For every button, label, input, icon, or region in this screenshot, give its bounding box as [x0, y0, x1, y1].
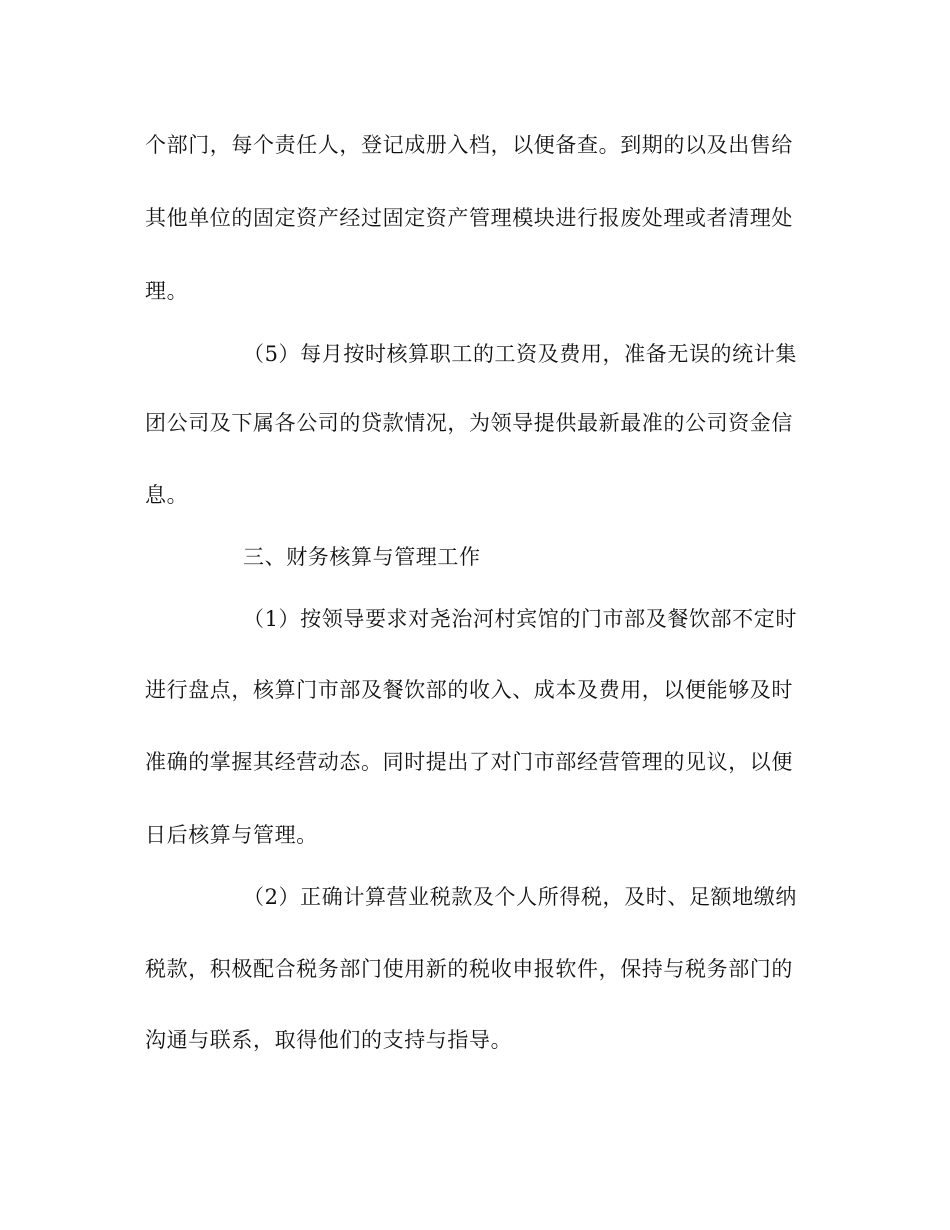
- paragraph-line: 个部门，每个责任人，登记成册入档，以便备查。到期的以及出售给: [145, 133, 793, 157]
- paragraph-line: （2）正确计算营业税款及个人所得税，及时、足额地缴纳: [243, 885, 797, 909]
- paragraph-line: 准确的掌握其经营动态。同时提出了对门市部经营管理的见议，以便: [145, 750, 793, 774]
- paragraph-line: 日后核算与管理。: [145, 823, 318, 847]
- paragraph-line: （5）每月按时核算职工的工资及费用，准备无误的统计集: [243, 342, 797, 366]
- paragraph-line: 团公司及下属各公司的贷款情况，为领导提供最新最准的公司资金信: [145, 411, 793, 435]
- paragraph-line: 息。: [145, 483, 189, 507]
- paragraph-line: 税款，积极配合税务部门使用新的税收申报软件，保持与税务部门的: [145, 957, 793, 981]
- paragraph-line: 其他单位的固定资产经过固定资产管理模块进行报废处理或者清理处: [145, 206, 793, 230]
- paragraph-line: 进行盘点，核算门市部及餐饮部的收入、成本及费用，以便能够及时: [145, 678, 793, 702]
- section-heading: 三、财务核算与管理工作: [243, 545, 481, 569]
- paragraph-line: （1）按领导要求对尧治河村宾馆的门市部及餐饮部不定时: [243, 607, 797, 631]
- paragraph-line: 沟通与联系，取得他们的支持与指导。: [145, 1028, 513, 1052]
- paragraph-line: 理。: [145, 279, 189, 303]
